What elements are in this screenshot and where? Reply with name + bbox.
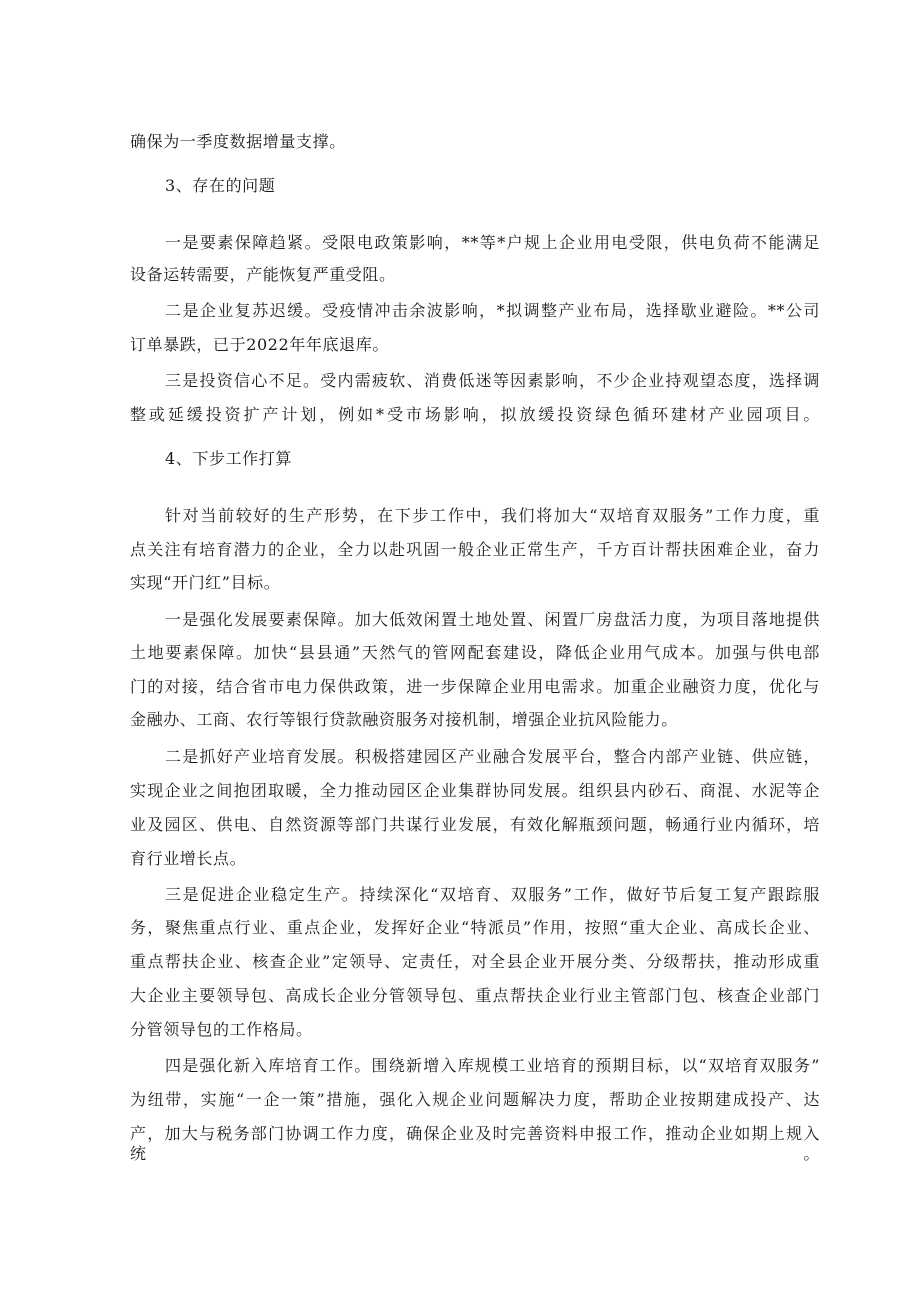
- paragraph-line: 分管领导包的工作格局。: [130, 1020, 313, 1039]
- section-heading-next-steps: 4、下步工作打算: [165, 449, 292, 468]
- paragraph-line: 大企业主要领导包、高成长企业分管领导包、重点帮扶企业行业主管部门包、核查企业部门: [130, 986, 820, 1005]
- paragraph-line: 实现企业之间抱团取暖，全力推动园区企业集群协同发展。组织县内砂石、商混、水泥等企: [130, 781, 820, 800]
- paragraph-line: 产，加大与税务部门协调工作力度，确保企业及时完善资料申报工作，推动企业如期上规入统。: [130, 1124, 820, 1163]
- paragraph-line: 实现“开门红”目标。: [130, 573, 281, 592]
- paragraph-line: 三是投资信心不足。受内需疲软、消费低迷等因素影响，不少企业持观望态度，选择调: [165, 371, 820, 390]
- paragraph-line: 设备运转需要，产能恢复严重受阻。: [130, 265, 396, 284]
- paragraph-line: 整或延缓投资扩产计划，例如*受市场影响，拟放缓投资绿色循环建材产业园项目。: [130, 405, 820, 424]
- paragraph-line: 三是促进企业稳定生产。持续深化“双培育、双服务”工作，做好节后复工复产跟踪服: [165, 885, 820, 904]
- paragraph-line: 点关注有培育潜力的企业，全力以赴巩固一般企业正常生产，千方百计帮扶困难企业，奋力: [130, 540, 820, 559]
- paragraph-line: 二是抓好产业培育发展。积极搭建园区产业融合发展平台，整合内部产业链、供应链，: [165, 747, 820, 766]
- paragraph-line: 四是强化新入库培育工作。围绕新增入库规模工业培育的预期目标，以“双培育双服务”: [165, 1056, 820, 1075]
- paragraph-line: 针对当前较好的生产形势，在下步工作中，我们将加大“双培育双服务”工作力度，重: [165, 506, 820, 525]
- paragraph-line: 育行业增长点。: [130, 849, 247, 868]
- paragraph-line: 务，聚焦重点行业、重点企业，发挥好企业“特派员”作用，按照“重大企业、高成长企业、: [130, 918, 820, 937]
- paragraph-line: 门的对接，结合省市电力保供政策，进一步保障企业用电需求。加重企业融资力度，优化与: [130, 677, 820, 696]
- paragraph-line: 二是企业复苏迟缓。受疫情冲击余波影响，*拟调整产业布局，选择歇业避险。**公司: [165, 301, 820, 320]
- paragraph-line: 金融办、工商、农行等银行贷款融资服务对接机制，增强企业抗风险能力。: [130, 710, 678, 729]
- paragraph-line: 确保为一季度数据增量支撑。: [130, 132, 346, 151]
- paragraph-line: 订单暴跌，已于2022年年底退库。: [130, 335, 389, 354]
- section-heading-problems: 3、存在的问题: [165, 176, 276, 195]
- paragraph-line: 为纽带，实施“一企一策”措施，强化入规企业问题解决力度，帮助企业按期建成投产、达: [130, 1090, 820, 1109]
- paragraph-line: 业及园区、供电、自然资源等部门共谋行业发展，有效化解瓶颈问题，畅通行业内循环，培: [130, 815, 820, 834]
- paragraph-line: 一是强化发展要素保障。加大低效闲置土地处置、闲置厂房盘活力度，为项目落地提供: [165, 610, 820, 629]
- paragraph-line: 重点帮扶企业、核查企业”定领导、定责任，对全县企业开展分类、分级帮扶，推动形成重: [130, 952, 820, 971]
- paragraph-line: 土地要素保障。加快“县县通”天然气的管网配套建设，降低企业用气成本。加强与供电部: [130, 643, 820, 662]
- paragraph-line: 一是要素保障趋紧。受限电政策影响，**等*户规上企业用电受限，供电负荷不能满足: [165, 233, 820, 252]
